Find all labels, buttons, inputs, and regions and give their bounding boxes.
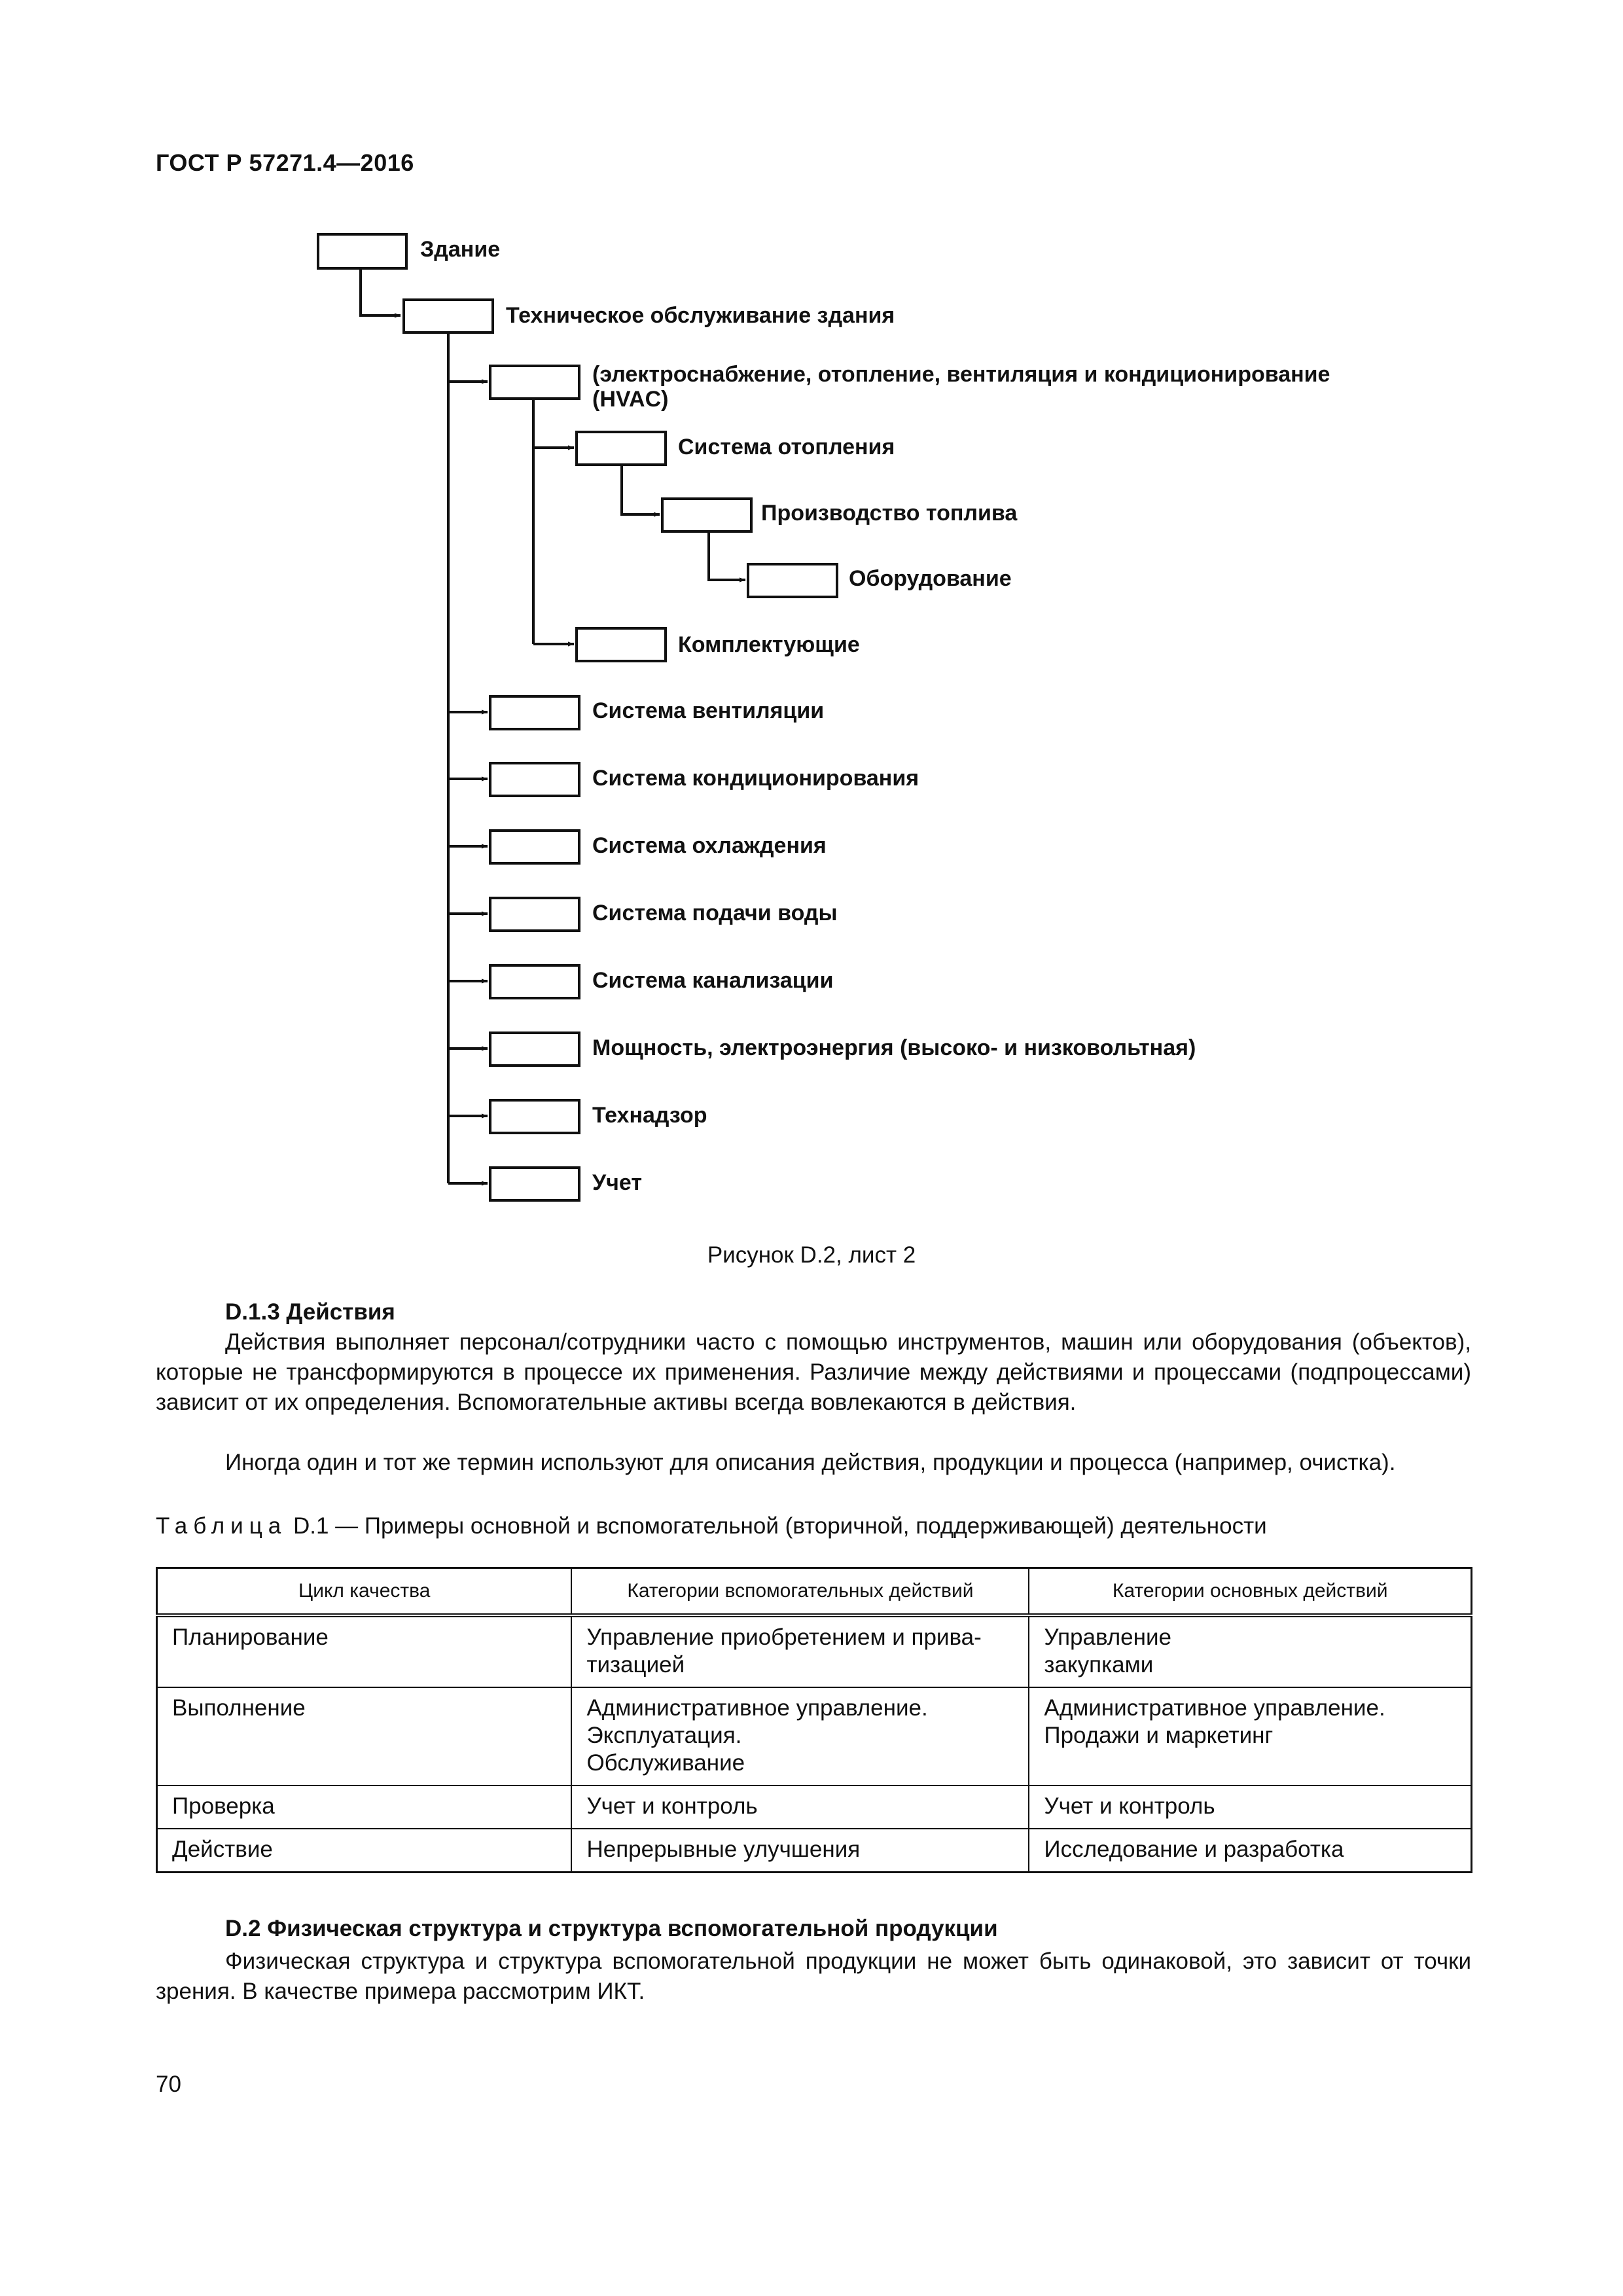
table-header-row xyxy=(157,1568,1472,1616)
figure-caption: Рисунок D.2, лист 2 xyxy=(707,1242,916,1268)
paragraph xyxy=(156,1327,1471,1418)
table-cell: Проверка xyxy=(157,1785,572,1829)
cell-line: Управление приобретением и прива- xyxy=(586,1624,982,1650)
table-cell xyxy=(571,1829,1029,1873)
node-label-fuel: Производство топлива xyxy=(761,501,1018,526)
node-box xyxy=(748,564,837,597)
node-box xyxy=(490,1033,579,1066)
node-box xyxy=(490,831,579,863)
table-cell xyxy=(571,1785,1029,1829)
table-title xyxy=(156,1513,1267,1539)
node-label-cooling: Система охлаждения xyxy=(592,833,827,858)
cell-line: Административное управление. xyxy=(1044,1695,1385,1721)
paragraph xyxy=(156,1448,1471,1478)
table-title-prefix: Таблица xyxy=(156,1513,287,1539)
node-box xyxy=(404,300,493,332)
table-cell xyxy=(1029,1615,1471,1687)
node-box xyxy=(490,1100,579,1133)
cell-line: тизацией xyxy=(586,1652,685,1677)
node-label-hvac-line1: (электроснабжение, отопление, вентиляция и кондиционирование xyxy=(592,362,1330,387)
node-label-conditioning: Система кондиционирования xyxy=(592,766,919,791)
node-box xyxy=(490,898,579,931)
table-cell xyxy=(571,1615,1029,1687)
node-label-ventilation: Система вентиляции xyxy=(592,698,825,723)
node-label-supervision: Технадзор xyxy=(592,1103,707,1128)
table-cell: Действие xyxy=(157,1829,572,1873)
section-title-d13: D.1.3 Действия xyxy=(225,1299,395,1325)
page-number: 70 xyxy=(156,2072,181,2097)
node-box xyxy=(577,628,666,661)
node-label-hvac-line2: (HVAC) xyxy=(592,387,669,412)
node-label-building: Здание xyxy=(420,237,501,262)
node-label-equipment: Оборудование xyxy=(849,566,1012,591)
node-box xyxy=(490,1168,579,1200)
table-title-text: D.1 — Примеры основной и вспомогательной (вторичной, поддерживающей) деятельности xyxy=(287,1513,1267,1539)
cell-line: Эксплуатация. xyxy=(586,1723,742,1748)
node-box xyxy=(318,234,406,268)
table-cell: Планирование xyxy=(157,1615,572,1687)
node-box xyxy=(490,763,579,796)
node-label-water: Система подачи воды xyxy=(592,901,838,925)
document-code: ГОСТ Р 57271.4—2016 xyxy=(156,149,414,176)
paragraph-text: Действия выполняет персонал/сотрудники часто с помощью инструментов, машин или оборудования (объектов), которые не трансформируются в процессе их применения. Различие между действиями и процессами (подпроцессами) зависит от их определения. Вспомогательные активы всегда вовлекаются в действия. xyxy=(156,1329,1471,1415)
node-label-components: Комплектующие xyxy=(678,632,860,657)
cell-line: Управление xyxy=(1044,1624,1171,1650)
node-box xyxy=(490,696,579,729)
section-title-d2: D.2 Физическая структура и структура вспомогательной продукции xyxy=(225,1916,998,1941)
cell-line: Продажи и маркетинг xyxy=(1044,1723,1274,1748)
node-box xyxy=(662,499,751,531)
node-label-accounting: Учет xyxy=(592,1170,643,1195)
paragraph xyxy=(156,1946,1471,2007)
node-label-heating: Система отопления xyxy=(678,435,895,459)
column-header: Категории вспомогательных действий xyxy=(571,1568,1029,1616)
connector-line xyxy=(361,268,401,315)
table-row xyxy=(157,1687,1472,1785)
connector-line xyxy=(709,530,745,580)
cell-line: Учет и контроль xyxy=(586,1793,758,1819)
cell-line: Обслуживание xyxy=(586,1750,745,1776)
node-label-maintenance: Техническое обслуживание здания xyxy=(506,303,895,328)
node-label-sewer: Система канализации xyxy=(592,968,834,993)
node-box xyxy=(490,366,579,399)
cell-line: Учет и контроль xyxy=(1044,1793,1215,1819)
column-header: Категории основных действий xyxy=(1029,1568,1471,1616)
connector-line xyxy=(622,463,660,514)
node-label-power: Мощность, электроэнергия (высоко- и низковольтная) xyxy=(592,1035,1196,1060)
table-cell: Выполнение xyxy=(157,1687,572,1785)
cell-line: Исследование и разработка xyxy=(1044,1837,1344,1862)
table-row xyxy=(157,1615,1472,1687)
paragraph-text: Физическая структура и структура вспомогательной продукции не может быть одинаковой, это зависит от точки зрения. В качестве примера рассмотрим ИКТ. xyxy=(156,1948,1471,2004)
table-cell xyxy=(1029,1687,1471,1785)
column-header: Цикл качества xyxy=(157,1568,572,1616)
cell-line: Административное управление. xyxy=(586,1695,928,1721)
activities-table xyxy=(156,1567,1472,1873)
table-cell xyxy=(1029,1785,1471,1829)
table-cell xyxy=(571,1687,1029,1785)
node-box xyxy=(577,432,666,465)
cell-line: Непрерывные улучшения xyxy=(586,1837,861,1862)
paragraph-text: Иногда один и тот же термин используют для описания действия, продукции и процесса (например, очистка). xyxy=(225,1450,1396,1475)
node-box xyxy=(490,965,579,998)
table-row xyxy=(157,1785,1472,1829)
table-cell xyxy=(1029,1829,1471,1873)
cell-line: закупками xyxy=(1044,1652,1154,1677)
table-row xyxy=(157,1829,1472,1873)
